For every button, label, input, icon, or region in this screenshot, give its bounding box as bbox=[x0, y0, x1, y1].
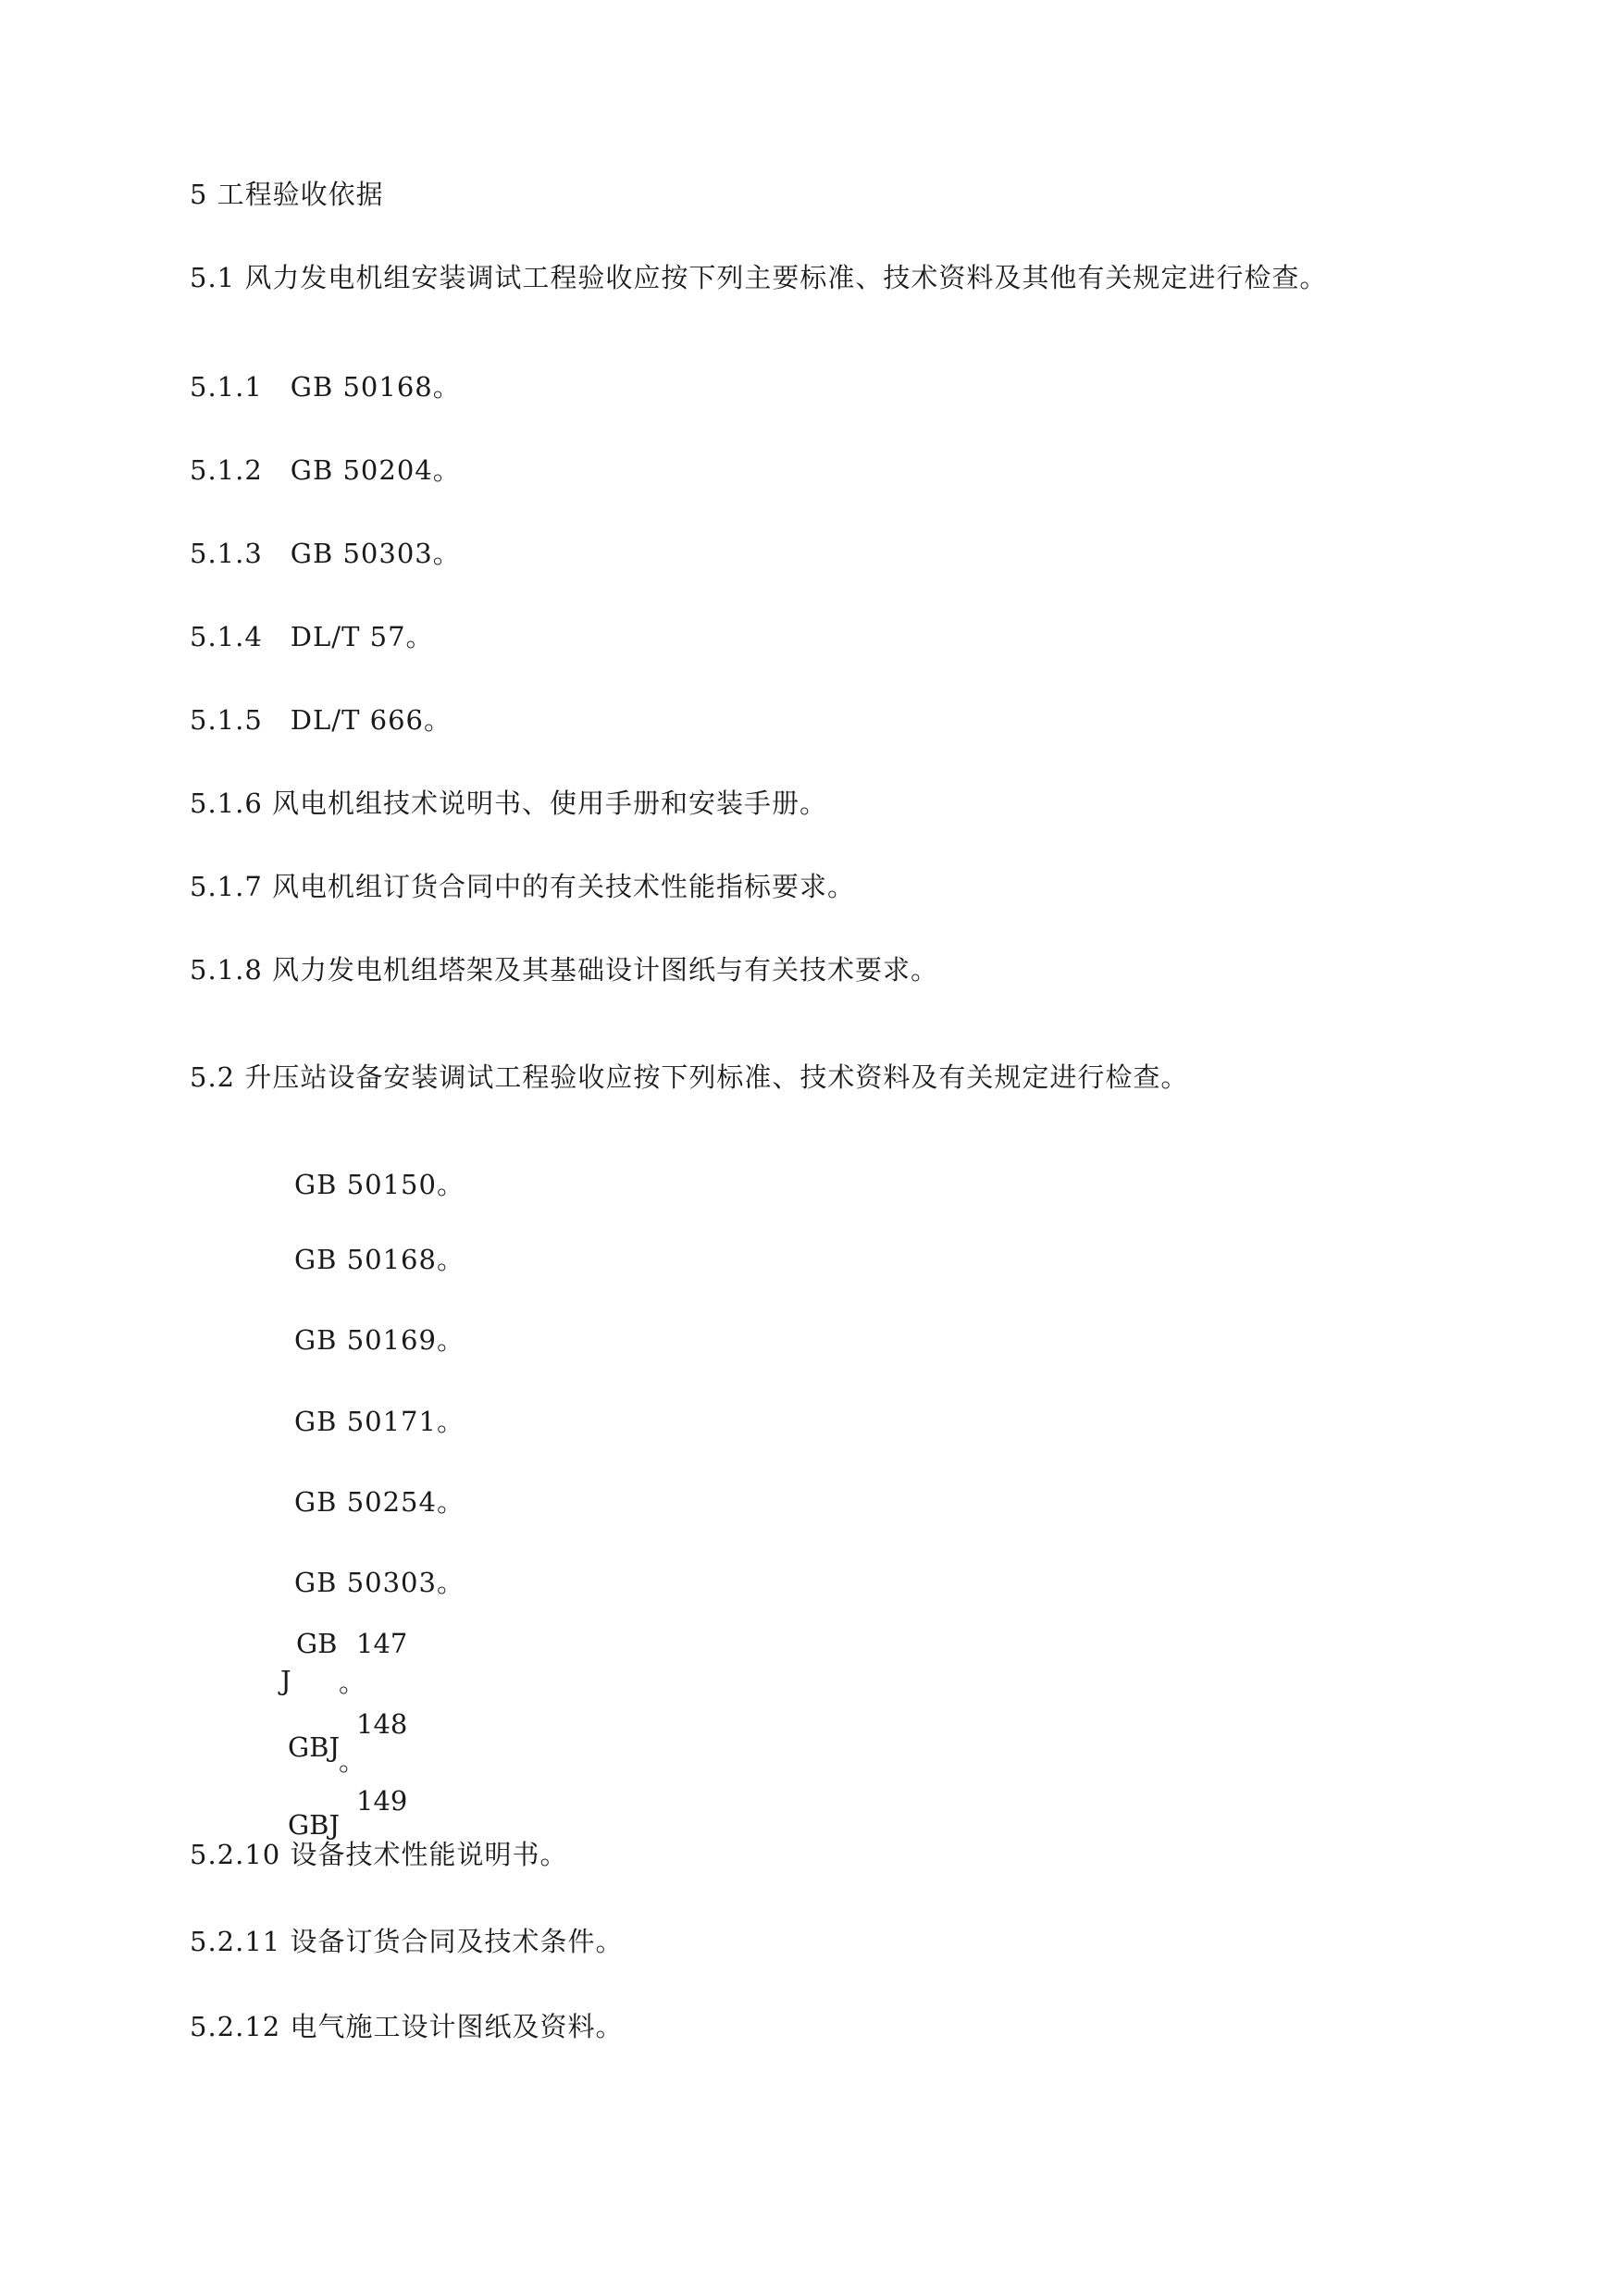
list-item-5-1-7: 5.1.7 风电机组订货合同中的有关技术性能指标要求。 bbox=[190, 871, 856, 902]
standard-fragment-gb: GB bbox=[296, 1628, 338, 1659]
list-item-5-2-11: 5.2.11 设备订货合同及技术条件。 bbox=[190, 1926, 624, 1957]
list-item-5-1-6: 5.1.6 风电机组技术说明书、使用手册和安装手册。 bbox=[190, 788, 828, 819]
section-5-1-heading: 5.1 风力发电机组安装调试工程验收应按下列主要标准、技术资料及其他有关规定进行检查。 bbox=[190, 262, 1328, 293]
list-item-5-1-8: 5.1.8 风力发电机组塔架及其基础设计图纸与有关技术要求。 bbox=[190, 954, 939, 986]
standard-item: GB 50150。 bbox=[294, 1169, 465, 1200]
standard-fragment-number: 148 bbox=[356, 1708, 408, 1740]
standard-fragment-j: J bbox=[280, 1665, 291, 1696]
list-item-5-1-3: 5.1.3 GB 50303。 bbox=[190, 538, 461, 569]
section-title: 5 工程验收依据 bbox=[190, 179, 384, 210]
list-item-5-2-10: 5.2.10 设备技术性能说明书。 bbox=[190, 1839, 568, 1870]
standard-item: GB 50254。 bbox=[294, 1486, 465, 1518]
standard-fragment-dot: 。 bbox=[339, 1745, 366, 1777]
section-5-2-heading: 5.2 升压站设备安装调试工程验收应按下列标准、技术资料及有关规定进行检查。 bbox=[190, 1061, 1189, 1093]
list-item-5-1-1: 5.1.1 GB 50168。 bbox=[190, 371, 461, 403]
standard-fragment-gbj: GBJ bbox=[288, 1809, 341, 1841]
standard-item: GB 50303。 bbox=[294, 1567, 465, 1598]
standard-fragment-number: 147 bbox=[356, 1628, 408, 1659]
standard-fragment-number: 149 bbox=[356, 1785, 408, 1817]
standard-fragment-gbj: GBJ bbox=[288, 1731, 341, 1763]
list-item-5-1-4: 5.1.4 DL/T 57。 bbox=[190, 621, 434, 652]
standard-item: GB 50168。 bbox=[294, 1244, 465, 1275]
list-item-5-1-2: 5.1.2 GB 50204。 bbox=[190, 454, 461, 486]
list-item-5-2-12: 5.2.12 电气施工设计图纸及资料。 bbox=[190, 2011, 624, 2042]
standard-item: GB 50171。 bbox=[294, 1406, 465, 1437]
standard-fragment-dot: 。 bbox=[339, 1667, 366, 1698]
list-item-5-1-5: 5.1.5 DL/T 666。 bbox=[190, 704, 452, 736]
standard-item: GB 50169。 bbox=[294, 1324, 465, 1356]
